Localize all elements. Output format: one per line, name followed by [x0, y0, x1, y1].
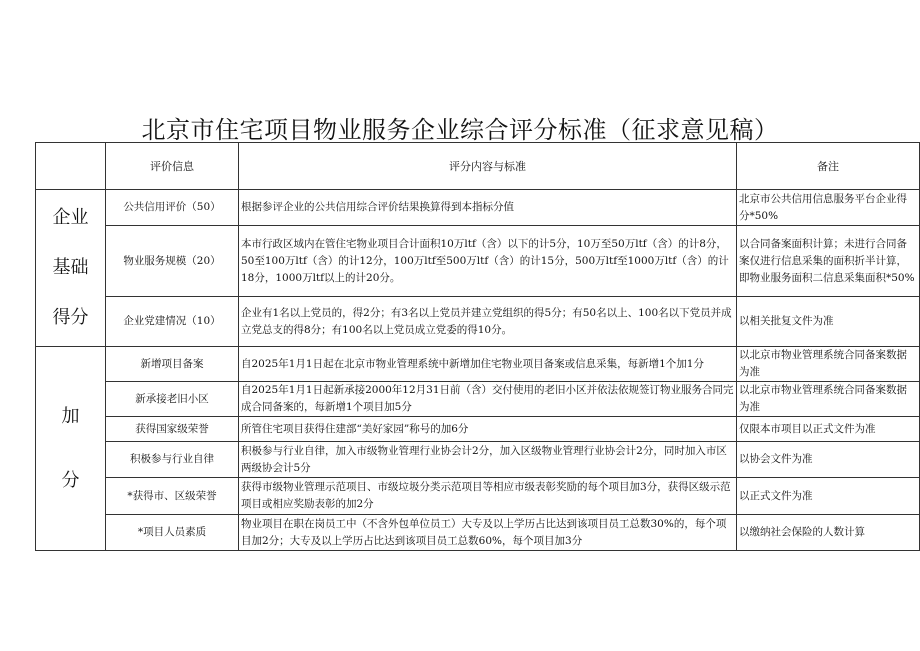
remark-cell: 以缴纳社会保险的人数计算 — [737, 515, 920, 551]
content-cell: 所管住宅项目获得住建部“美好家园”称号的加6分 — [239, 417, 737, 442]
category-label-line: 企业 — [52, 207, 89, 228]
remark-cell: 以北京市物业管理系统合同备案数据为准 — [737, 347, 920, 382]
table-row — [36, 190, 920, 226]
header-blank — [36, 143, 106, 190]
table-row — [36, 297, 920, 347]
category-label-line: 基础 — [52, 257, 89, 278]
header-content: 评分内容与标准 — [239, 143, 737, 190]
scoring-table — [35, 142, 920, 551]
remark-cell: 以协会文件为准 — [737, 442, 920, 478]
header-remark: 备注 — [737, 143, 920, 190]
table-row — [36, 515, 920, 551]
item-cell: *获得市、区级荣誉 — [106, 478, 239, 515]
category-label-line: 分 — [61, 469, 80, 491]
remark-cell: 以正式文件为准 — [737, 478, 920, 515]
category-label-line: 得分 — [52, 307, 89, 328]
item-cell: *项目人员素质 — [106, 515, 239, 551]
page-title: 北京市住宅项目物业服务企业综合评分标准（征求意见稿） — [141, 116, 779, 144]
content-cell: 物业项目在职在岗员工中（不含外包单位员工）大专及以上学历占比达到该项目员工总数30%的，每个项目加2分；大专及以上学历占比达到该项目员工总数60%，每个项目加3分 — [239, 515, 737, 551]
content-cell: 根据参评企业的公共信用综合评价结果换算得到本指标分值 — [239, 190, 737, 226]
remark-cell: 以合同备案面积计算；未进行合同备案仅进行信息采集的面积折半计算，即物业服务面积二信息采集面积*50% — [737, 226, 920, 297]
category-bonus — [36, 347, 106, 551]
item-cell: 企业党建情况（10） — [106, 297, 239, 347]
table-row — [36, 442, 920, 478]
item-cell: 新承接老旧小区 — [106, 382, 239, 417]
table-row — [36, 417, 920, 442]
content-cell: 本市行政区域内在管住宅物业项目合计面积10万ltf（含）以下的计5分，10万至50万ltf（含）的计8分，50至100万ltf（含）的计12分，100万ltf至500万ltf（含）的计15分，500万ltf至1000万ltf（含）的计18分，1000万ltf以上的计20分。 — [239, 226, 737, 297]
table-row — [36, 226, 920, 297]
content-cell: 积极参与行业自律，加入市级物业管理行业协会计2分，加入区级物业管理行业协会计2分，同时加入市区两级协会计5分 — [239, 442, 737, 478]
table-row — [36, 382, 920, 417]
category-basic-score — [36, 190, 106, 347]
item-cell: 物业服务规模（20） — [106, 226, 239, 297]
remark-cell: 北京市公共信用信息服务平台企业得分*50% — [737, 190, 920, 226]
remark-cell: 以相关批复文件为准 — [737, 297, 920, 347]
table-row — [36, 478, 920, 515]
header-item: 评价信息 — [106, 143, 239, 190]
content-cell: 企业有1名以上党员的，得2分；有3名以上党员并建立党组织的得5分；有50名以上、100名以下党员并成立党总支的得8分；有100名以上党员成立党委的得10分。 — [239, 297, 737, 347]
remark-cell: 以北京市物业管理系统合同备案数据为准 — [737, 382, 920, 417]
item-cell: 获得国家级荣誉 — [106, 417, 239, 442]
content-cell: 自2025年1月1日起新承接2000年12月31日前（含）交付使用的老旧小区并依法依规签订物业服务合同完成合同备案的，每新增1个项目加5分 — [239, 382, 737, 417]
item-cell: 新增项目备案 — [106, 347, 239, 382]
remark-cell: 仅限本市项目以正式文件为准 — [737, 417, 920, 442]
table-row — [36, 347, 920, 382]
item-cell: 公共信用评价（50） — [106, 190, 239, 226]
content-cell: 自2025年1月1日起在北京市物业管理系统中新增加住宅物业项目备案或信息采集，每新增1个加1分 — [239, 347, 737, 382]
item-cell: 积极参与行业自律 — [106, 442, 239, 478]
table-header-row — [36, 143, 920, 190]
content-cell: 获得市级物业管理示范项目、市级垃圾分类示范项目等相应市级表彰奖励的每个项目加3分，获得区级示范项目或相应奖励表彰的加2分 — [239, 478, 737, 515]
category-label-line: 加 — [61, 405, 80, 427]
